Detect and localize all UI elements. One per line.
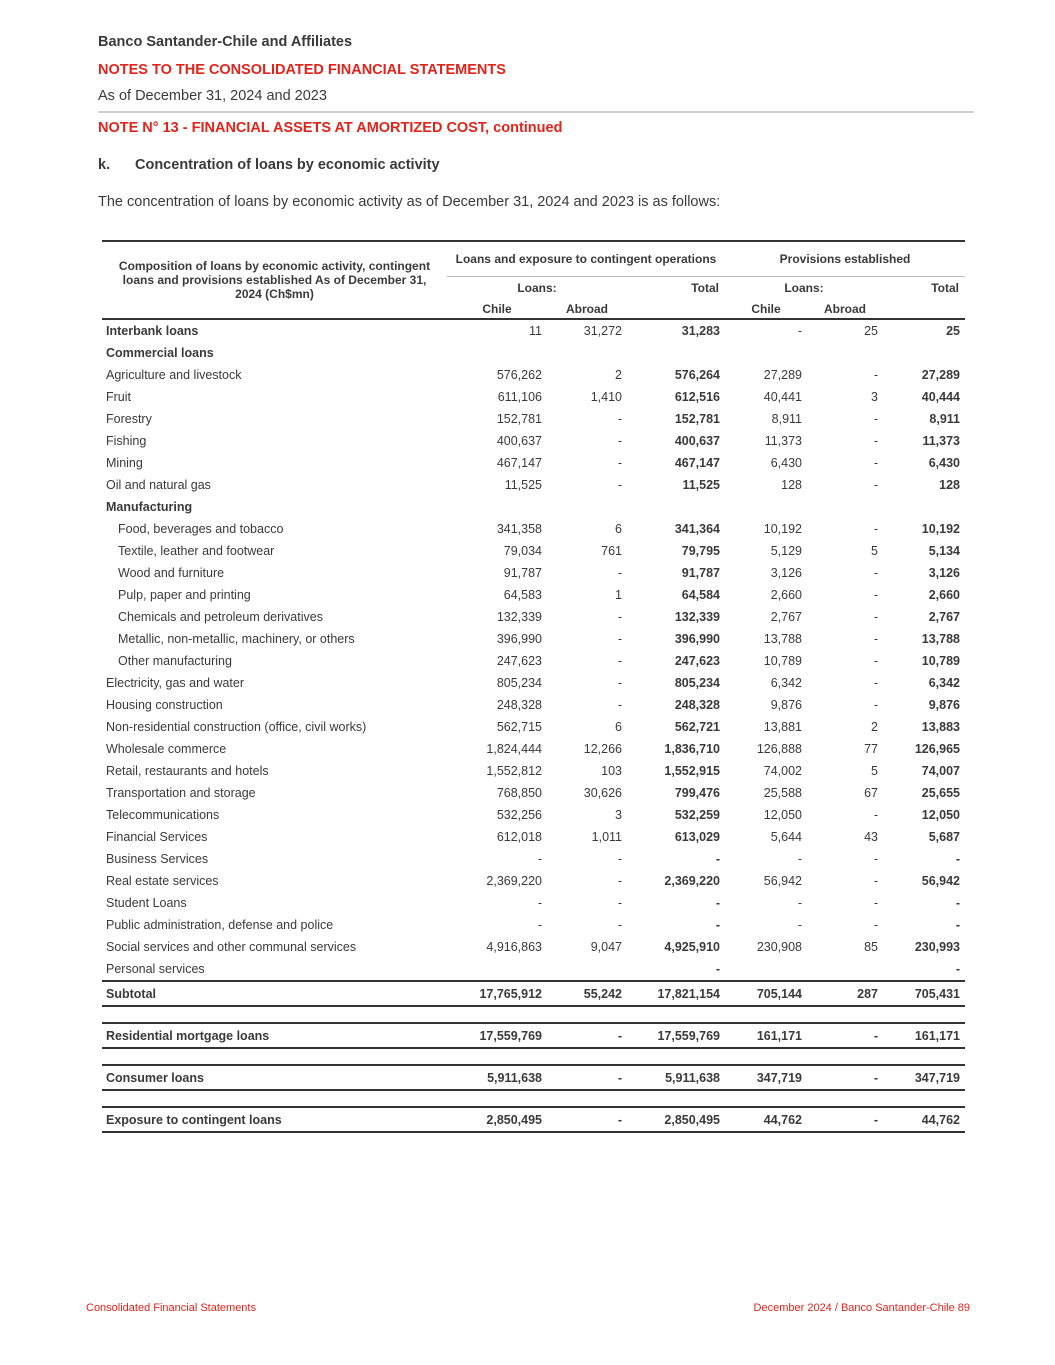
row-label: Retail, restaurants and hotels [106, 764, 269, 778]
provisions-abroad-cell [807, 342, 883, 364]
row-label: Subtotal [102, 981, 447, 1006]
loans-total-cell: 11,525 [682, 478, 720, 492]
loans-abroad-cell: 1,011 [591, 830, 622, 844]
provisions-total-cell: 25 [946, 324, 960, 338]
row-label: Commercial loans [106, 346, 214, 360]
loans-chile-cell: 467,147 [496, 456, 542, 470]
provisions-total-cell: 6,430 [928, 456, 960, 470]
provisions-abroad-cell: - [807, 1065, 883, 1090]
loans-abroad-cell: - [617, 896, 622, 910]
provisions-abroad-cell: 2 [871, 720, 878, 734]
provisions-chile-cell: 347,719 [725, 1065, 807, 1090]
loans-total-cell: 79,795 [681, 544, 720, 558]
section-title: Concentration of loans by economic activity [135, 157, 440, 173]
provisions-total-cell: - [955, 918, 960, 932]
provisions-chile-cell: 128 [781, 478, 802, 492]
loans-abroad-cell: 6 [615, 720, 622, 734]
provisions-abroad-cell: - [873, 698, 878, 712]
table-row [102, 540, 965, 562]
loans-chile-cell: 768,850 [496, 786, 542, 800]
row-label: Food, beverages and tobacco [118, 522, 284, 536]
provisions-chile-cell: 44,762 [725, 1107, 807, 1132]
loans-total-cell: 341,364 [674, 522, 720, 536]
provisions-total-cell: 10,789 [921, 654, 960, 668]
loans-total-cell: 17,559,769 [627, 1023, 725, 1048]
provisions-chile-cell: 13,881 [763, 720, 802, 734]
loans-abroad-cell: 2 [615, 368, 622, 382]
table-row [102, 870, 965, 892]
loans-abroad-cell: 761 [601, 544, 622, 558]
loans-abroad-cell: - [617, 852, 622, 866]
loans-chile-cell: 11 [529, 324, 542, 338]
table-row [102, 1065, 965, 1090]
chile-header: Chile [447, 299, 547, 319]
loans-chile-cell: 91,787 [503, 566, 542, 580]
provisions-total-cell: 13,788 [921, 632, 960, 646]
provisions-chile-cell: 6,430 [770, 456, 802, 470]
provisions-total-cell: 2,660 [928, 588, 960, 602]
provisions-chile-cell: 9,876 [770, 698, 802, 712]
provisions-chile-cell: 2,660 [770, 588, 802, 602]
section-letter: k. [98, 157, 111, 173]
loans-total-cell: 2,850,495 [627, 1107, 725, 1132]
table-row [102, 826, 965, 848]
loans-abroad-cell: 1,410 [590, 390, 622, 404]
row-label: Business Services [106, 852, 209, 866]
row-label: Pulp, paper and printing [118, 588, 251, 602]
loans-abroad-cell: - [617, 610, 622, 624]
provisions-total-cell: 705,431 [883, 981, 965, 1006]
provisions-chile-cell: 6,342 [770, 676, 802, 690]
row-label: Chemicals and petroleum derivatives [118, 610, 323, 624]
provisions-total-cell: 11,373 [922, 434, 960, 448]
provisions-total-cell: 8,911 [929, 412, 960, 426]
loans-total-cell: 400,637 [674, 434, 720, 448]
loans-chile-cell: 132,339 [496, 610, 542, 624]
spacer-row [102, 1048, 965, 1065]
provisions-chile-cell: 230,908 [756, 940, 802, 954]
table-row [102, 958, 965, 981]
row-label: Textile, leather and footwear [118, 544, 275, 558]
provisions-total-cell: 25,655 [921, 786, 960, 800]
loans-total-cell: 562,721 [674, 720, 720, 734]
provisions-abroad-cell [807, 496, 883, 518]
loans-total-cell: - [715, 896, 720, 910]
loans-abroad-cell: 6 [615, 522, 622, 536]
row-label: Fishing [106, 434, 147, 448]
provisions-abroad-cell: - [873, 874, 878, 888]
provisions-chile-cell [725, 958, 807, 981]
loans-chile-cell: 17,765,912 [447, 981, 547, 1006]
footer-right: December 2024 / Banco Santander-Chile 89 [753, 1302, 970, 1314]
provisions-chile-cell: 2,767 [770, 610, 802, 624]
loans-chile-cell: 2,369,220 [486, 874, 542, 888]
table-row [102, 452, 965, 474]
provisions-chile-cell: 126,888 [756, 742, 802, 756]
abroad-header: Abroad [547, 299, 627, 319]
provisions-chile-cell: 27,289 [763, 368, 802, 382]
loans-chile-cell [447, 958, 547, 981]
loans-chile-cell: 152,781 [496, 412, 542, 426]
table-corner-header: Composition of loans by economic activity, contingent loans and provisions established As of December 31, 2024 (Ch$mn) [102, 241, 447, 319]
row-label: Fruit [106, 390, 131, 404]
loans-total-cell [627, 342, 725, 364]
loans-chile-cell [447, 342, 547, 364]
loans-total-cell: 132,339 [674, 610, 720, 624]
loans-abroad-cell: 1 [615, 588, 622, 602]
table-row [102, 650, 965, 672]
provisions-abroad-cell: - [873, 566, 878, 580]
row-label: Interbank loans [106, 324, 199, 338]
table-row [102, 386, 965, 408]
table-row [102, 430, 965, 452]
row-label: Exposure to contingent loans [102, 1107, 447, 1132]
row-label: Forestry [106, 412, 152, 426]
loans-total-cell: 612,516 [674, 390, 720, 404]
table-row [102, 562, 965, 584]
loans-abroad-cell: - [617, 874, 622, 888]
loans-chile-cell: 562,715 [496, 720, 542, 734]
table-row [102, 584, 965, 606]
notes-title: NOTES TO THE CONSOLIDATED FINANCIAL STATEMENTS [98, 62, 506, 78]
row-label: Student Loans [106, 896, 187, 910]
provisions-abroad-cell: 5 [871, 544, 878, 558]
loans-total-cell: 248,328 [674, 698, 720, 712]
provisions-chile-cell: 56,942 [763, 874, 802, 888]
spacer-row [102, 1090, 965, 1107]
provisions-total-header: Total [931, 281, 959, 295]
provisions-total-cell: 9,876 [928, 698, 960, 712]
provisions-chile-cell: - [797, 852, 802, 866]
row-label: Other manufacturing [118, 654, 232, 668]
note-title: NOTE N° 13 - FINANCIAL ASSETS AT AMORTIZED COST, continued [98, 120, 563, 136]
provisions-chile-cell: 10,192 [763, 522, 802, 536]
table-row [102, 364, 965, 386]
table-row [102, 804, 965, 826]
provisions-chile-cell: 705,144 [725, 981, 807, 1006]
loans-abroad-cell [547, 342, 627, 364]
provisions-abroad-cell: 43 [864, 830, 878, 844]
table-row [102, 606, 965, 628]
provisions-abroad-cell: - [807, 1107, 883, 1132]
loans-abroad-cell: - [617, 698, 622, 712]
provisions-total-cell: - [955, 962, 960, 976]
table-row [102, 628, 965, 650]
provisions-group-header: Provisions established [725, 241, 965, 277]
loans-chile-cell: 341,358 [496, 522, 542, 536]
loans-abroad-cell: - [617, 918, 622, 932]
provisions-total-cell: 128 [939, 478, 960, 492]
loans-total-cell: - [715, 962, 720, 976]
provisions-abroad-cell: - [873, 368, 878, 382]
table-row [102, 342, 965, 364]
loans-chile-cell: 532,256 [496, 808, 542, 822]
loans-chile-cell: - [537, 852, 542, 866]
table-row [102, 319, 965, 342]
provisions-chile-cell: 161,171 [725, 1023, 807, 1048]
provisions-total-cell: 126,965 [914, 742, 960, 756]
provisions-abroad-cell: - [873, 852, 878, 866]
provisions-total-cell: 44,762 [883, 1107, 965, 1132]
loans-abroad-cell: - [617, 654, 622, 668]
table-row [102, 782, 965, 804]
loans-chile-cell: 400,637 [496, 434, 542, 448]
provisions-abroad-cell: - [807, 1023, 883, 1048]
row-label: Housing construction [106, 698, 223, 712]
provisions-abroad-cell: 77 [864, 742, 878, 756]
provisions-total-cell: 2,767 [928, 610, 960, 624]
loans-total-cell: 91,787 [681, 566, 720, 580]
provisions-abroad-cell: - [873, 456, 878, 470]
loans-chile-cell: 396,990 [496, 632, 542, 646]
loans-total-cell: 805,234 [674, 676, 720, 690]
provisions-total-cell: 74,007 [921, 764, 960, 778]
loans-abroad-cell: 31,272 [583, 324, 622, 338]
table-row [102, 760, 965, 782]
table-row [102, 848, 965, 870]
provisions-abroad-cell: - [873, 434, 878, 448]
loans-abroad-cell [547, 496, 627, 518]
row-label: Manufacturing [106, 500, 193, 514]
provisions-total-cell: 27,289 [921, 368, 960, 382]
loans-concentration-table [102, 240, 965, 1133]
provisions-total-cell: 5,134 [928, 544, 960, 558]
footer-left: Consolidated Financial Statements [86, 1302, 256, 1314]
section-heading [98, 157, 440, 173]
table-row [102, 914, 965, 936]
provisions-total-cell: 347,719 [883, 1065, 965, 1090]
provisions-chile-cell: 5,644 [770, 830, 802, 844]
table-row [102, 672, 965, 694]
provisions-total-cell: 5,687 [928, 830, 960, 844]
loans-abroad-cell: - [547, 1023, 627, 1048]
loans-total-cell: 4,925,910 [664, 940, 720, 954]
provisions-total-cell: 161,171 [883, 1023, 965, 1048]
provisions-abroad-cell: 25 [864, 324, 878, 338]
provisions-total-cell: 56,942 [921, 874, 960, 888]
provisions-abroad-cell: - [873, 412, 878, 426]
spacer-row [102, 1006, 965, 1023]
row-label: Real estate services [106, 874, 219, 888]
loans-total-cell: 31,283 [681, 324, 720, 338]
loans-chile-cell: 1,552,812 [486, 764, 542, 778]
provisions-total-cell: 230,993 [914, 940, 960, 954]
provisions-chile-cell: 74,002 [763, 764, 802, 778]
loans-chile-cell: 17,559,769 [447, 1023, 547, 1048]
provisions-chile-cell [725, 342, 807, 364]
loans-chile-cell: 248,328 [496, 698, 542, 712]
provisions-abroad-cell: - [873, 654, 878, 668]
row-label: Agriculture and livestock [106, 368, 242, 382]
loans-abroad-cell: - [617, 456, 622, 470]
table-row [102, 694, 965, 716]
loans-abroad-cell [547, 958, 627, 981]
loans-total-cell: 576,264 [674, 368, 720, 382]
provisions-chile-cell: 25,588 [763, 786, 802, 800]
header-divider [98, 111, 974, 113]
provisions-abroad-cell: - [873, 918, 878, 932]
row-label: Metallic, non-metallic, machinery, or others [118, 632, 355, 646]
provisions-total-cell: 10,192 [921, 522, 960, 536]
provisions-chile-cell: - [797, 918, 802, 932]
loans-total-cell: 64,584 [681, 588, 720, 602]
loans-chile-cell: - [537, 918, 542, 932]
provisions-chile-cell: 10,789 [763, 654, 802, 668]
row-label: Oil and natural gas [106, 478, 211, 492]
loans-abroad-cell: - [617, 566, 622, 580]
loans-total-cell: 247,623 [674, 654, 720, 668]
loans-subheader: Loans: [517, 281, 557, 295]
provisions-abroad-cell: - [873, 610, 878, 624]
loans-abroad-cell: - [617, 434, 622, 448]
loans-chile-cell: - [537, 896, 542, 910]
row-label: Electricity, gas and water [106, 676, 245, 690]
loans-total-cell: 17,821,154 [627, 981, 725, 1006]
loans-total-cell: - [715, 918, 720, 932]
loans-total-cell: 396,990 [674, 632, 720, 646]
provisions-chile-cell: 13,788 [763, 632, 802, 646]
loans-total-cell: 2,369,220 [664, 874, 720, 888]
table-row [102, 981, 965, 1006]
loans-total-cell: 532,259 [674, 808, 720, 822]
table-row [102, 1107, 965, 1132]
loans-abroad-cell: - [617, 632, 622, 646]
provisions-abroad-cell: - [873, 896, 878, 910]
loans-abroad-cell: - [617, 412, 622, 426]
loans-total-cell: 613,029 [674, 830, 720, 844]
row-label: Telecommunications [106, 808, 220, 822]
loans-total-cell: 467,147 [674, 456, 720, 470]
loans-total-cell: 1,836,710 [664, 742, 720, 756]
provisions-total-cell: - [955, 896, 960, 910]
loans-abroad-cell: 55,242 [547, 981, 627, 1006]
loans-chile-cell: 1,824,444 [486, 742, 542, 756]
row-label: Wholesale commerce [106, 742, 227, 756]
loans-chile-cell: 576,262 [496, 368, 542, 382]
loans-chile-cell: 612,018 [496, 830, 542, 844]
loans-abroad-cell: 12,266 [583, 742, 622, 756]
provisions-abroad-cell: 85 [864, 940, 878, 954]
table-row [102, 738, 965, 760]
loans-abroad-cell: - [617, 676, 622, 690]
provisions-total-cell: 12,050 [921, 808, 960, 822]
loans-group-header: Loans and exposure to contingent operations [447, 241, 725, 277]
provisions-chile-header: Chile [725, 299, 807, 319]
provisions-abroad-cell: - [873, 676, 878, 690]
provisions-abroad-cell: - [873, 808, 878, 822]
provisions-abroad-cell: - [873, 522, 878, 536]
row-label: Consumer loans [102, 1065, 447, 1090]
loans-abroad-cell: 3 [615, 808, 622, 822]
company-name: Banco Santander-Chile and Affiliates [98, 34, 353, 50]
provisions-chile-cell: - [797, 324, 802, 338]
intro-paragraph: The concentration of loans by economic activity as of December 31, 2024 and 2023 is as follows: [98, 194, 721, 210]
loans-chile-cell: 4,916,863 [486, 940, 542, 954]
row-label: Social services and other communal services [106, 940, 357, 954]
table-row [102, 496, 965, 518]
provisions-abroad-cell: 67 [864, 786, 878, 800]
loans-chile-cell [447, 496, 547, 518]
loans-abroad-cell: 30,626 [583, 786, 622, 800]
provisions-chile-cell: 5,129 [770, 544, 802, 558]
provisions-total-cell: 6,342 [928, 676, 960, 690]
row-label: Financial Services [106, 830, 208, 844]
provisions-total-cell [883, 496, 965, 518]
row-label: Mining [106, 456, 143, 470]
provisions-chile-cell: 8,911 [771, 412, 802, 426]
total-header: Total [691, 281, 719, 295]
loans-abroad-cell: - [617, 478, 622, 492]
loans-chile-cell: 64,583 [503, 588, 542, 602]
row-label: Non-residential construction (office, civil works) [106, 720, 367, 734]
provisions-abroad-cell: - [873, 632, 878, 646]
loans-chile-cell: 805,234 [496, 676, 542, 690]
loans-total-cell: 152,781 [674, 412, 720, 426]
loans-chile-cell: 5,911,638 [447, 1065, 547, 1090]
provisions-chile-cell: 11,373 [764, 434, 802, 448]
table-row [102, 936, 965, 958]
provisions-abroad-cell: 5 [871, 764, 878, 778]
provisions-chile-cell: 3,126 [770, 566, 802, 580]
provisions-abroad-cell: - [873, 478, 878, 492]
provisions-abroad-cell: 3 [871, 390, 878, 404]
row-label: Wood and furniture [118, 566, 225, 580]
provisions-abroad-header: Abroad [807, 299, 883, 319]
loans-total-cell [627, 496, 725, 518]
loans-chile-cell: 247,623 [496, 654, 542, 668]
row-label: Personal services [106, 962, 205, 976]
as-of-date: As of December 31, 2024 and 2023 [98, 88, 327, 104]
provisions-total-cell: 40,444 [921, 390, 960, 404]
provisions-abroad-cell: - [873, 588, 878, 602]
provisions-abroad-cell: 287 [807, 981, 883, 1006]
provisions-chile-cell: 40,441 [763, 390, 802, 404]
table-row [102, 1023, 965, 1048]
provisions-total-cell: - [955, 852, 960, 866]
loans-total-cell: 1,552,915 [664, 764, 720, 778]
provisions-chile-cell: 12,050 [763, 808, 802, 822]
table-row [102, 716, 965, 738]
loans-chile-cell: 11,525 [504, 478, 542, 492]
table-row [102, 474, 965, 496]
row-label: Residential mortgage loans [102, 1023, 447, 1048]
row-label: Transportation and storage [106, 786, 256, 800]
provisions-chile-cell: - [797, 896, 802, 910]
provisions-chile-cell [725, 496, 807, 518]
loans-chile-cell: 611,106 [497, 390, 542, 404]
provisions-total-cell: 3,126 [928, 566, 960, 580]
provisions-loans-subheader: Loans: [784, 281, 824, 295]
loans-abroad-cell: - [547, 1065, 627, 1090]
loans-chile-cell: 2,850,495 [447, 1107, 547, 1132]
table-row [102, 892, 965, 914]
loans-chile-cell: 79,034 [503, 544, 542, 558]
loans-total-cell: 5,911,638 [627, 1065, 725, 1090]
provisions-total-cell [883, 342, 965, 364]
provisions-abroad-cell [807, 958, 883, 981]
loans-abroad-cell: 103 [601, 764, 622, 778]
table-row [102, 518, 965, 540]
loans-abroad-cell: 9,047 [590, 940, 622, 954]
loans-total-cell: 799,476 [674, 786, 720, 800]
row-label: Public administration, defense and police [106, 918, 334, 932]
loans-total-cell: - [715, 852, 720, 866]
table-row [102, 408, 965, 430]
loans-abroad-cell: - [547, 1107, 627, 1132]
provisions-total-cell: 13,883 [921, 720, 960, 734]
